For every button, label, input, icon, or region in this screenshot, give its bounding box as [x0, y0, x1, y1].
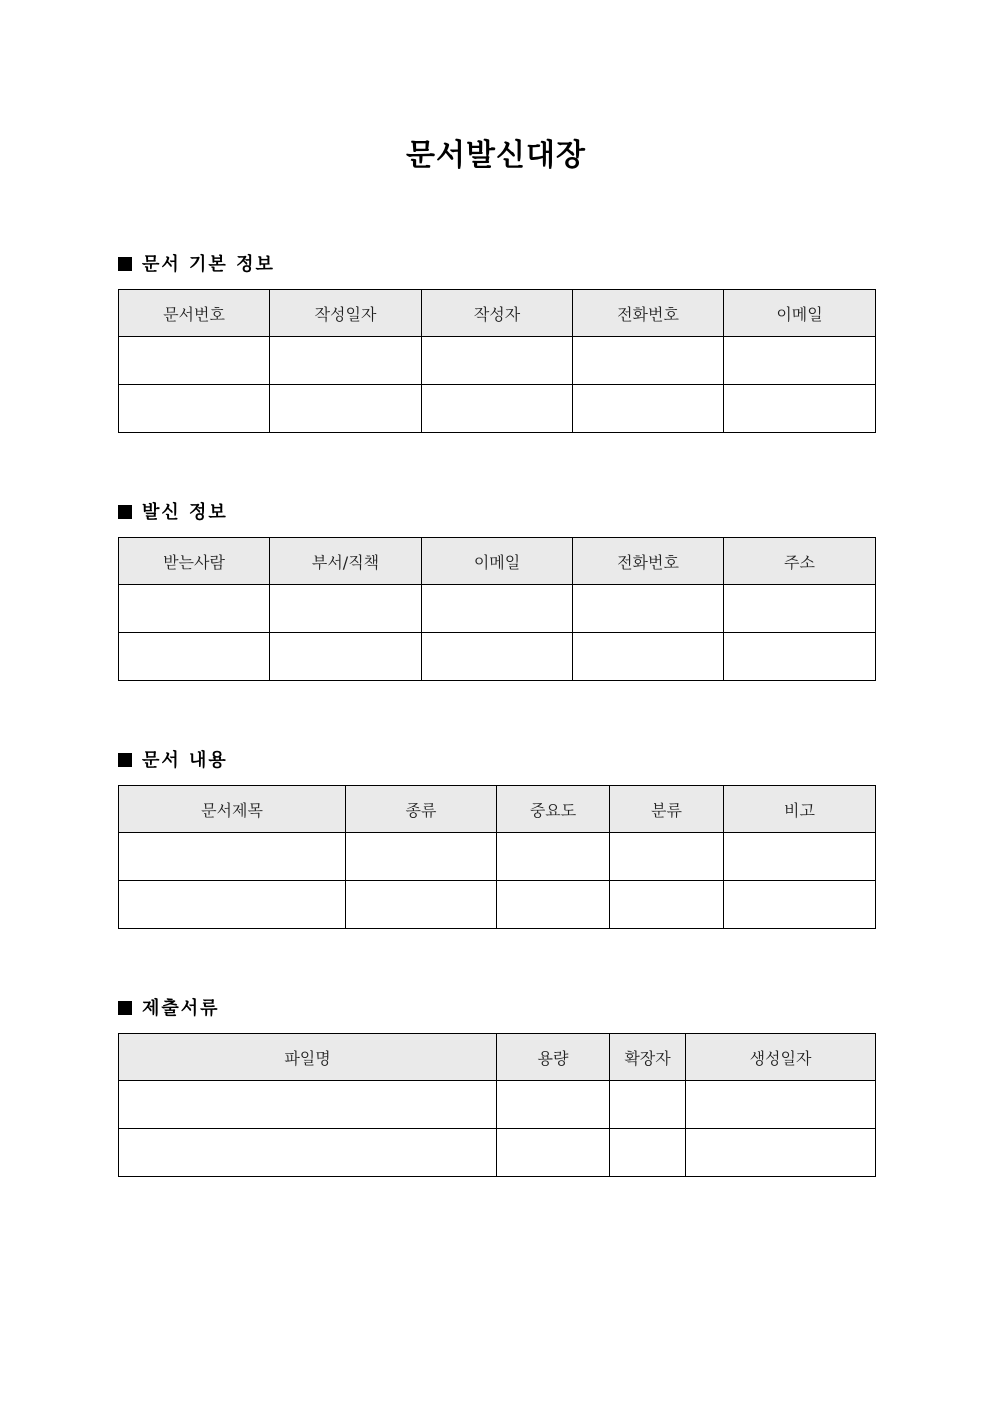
square-bullet-icon	[118, 1001, 132, 1015]
section-heading-document-content: 문서 내용	[118, 748, 875, 774]
document-content-table	[118, 785, 876, 929]
table-cell[interactable]	[610, 833, 724, 881]
column-header-email: 이메일	[724, 290, 876, 337]
page-title: 문서발신대장	[406, 138, 586, 173]
table-row	[119, 1129, 876, 1177]
table-cell[interactable]	[573, 337, 724, 385]
table-cell[interactable]	[119, 881, 346, 929]
table-row	[119, 633, 876, 681]
column-header-recipient: 받는사람	[119, 538, 270, 585]
column-header-author: 작성자	[422, 290, 573, 337]
column-header-extension: 확장자	[610, 1034, 686, 1081]
square-bullet-icon	[118, 505, 132, 519]
table-cell[interactable]	[422, 585, 573, 633]
table-header-row	[119, 786, 876, 833]
table-cell[interactable]	[497, 1081, 610, 1129]
table-row	[119, 1081, 876, 1129]
basic-info-table	[118, 289, 876, 433]
table-cell[interactable]	[119, 585, 270, 633]
table-cell[interactable]	[119, 1129, 497, 1177]
column-header-write-date: 작성일자	[270, 290, 422, 337]
table-header-row	[119, 538, 876, 585]
table-cell[interactable]	[497, 833, 610, 881]
table-cell[interactable]	[610, 1129, 686, 1177]
column-header-remarks: 비고	[724, 786, 876, 833]
column-header-address: 주소	[724, 538, 876, 585]
table-cell[interactable]	[497, 1129, 610, 1177]
table-cell[interactable]	[724, 833, 876, 881]
section-sender-info	[118, 500, 875, 681]
table-cell[interactable]	[119, 337, 270, 385]
table-cell[interactable]	[119, 633, 270, 681]
section-basic-info	[118, 252, 875, 433]
table-cell[interactable]	[119, 1081, 497, 1129]
column-header-phone: 전화번호	[573, 290, 724, 337]
section-heading-attachments: 제출서류	[118, 996, 875, 1022]
table-cell[interactable]	[346, 881, 497, 929]
table-cell[interactable]	[422, 385, 573, 433]
table-cell[interactable]	[270, 337, 422, 385]
section-attachments	[118, 996, 875, 1177]
table-cell[interactable]	[119, 385, 270, 433]
table-cell[interactable]	[119, 833, 346, 881]
table-cell[interactable]	[573, 633, 724, 681]
column-header-created-date: 생성일자	[686, 1034, 876, 1081]
table-cell[interactable]	[270, 385, 422, 433]
table-cell[interactable]	[724, 385, 876, 433]
table-row	[119, 833, 876, 881]
table-cell[interactable]	[422, 633, 573, 681]
column-header-importance: 중요도	[497, 786, 610, 833]
table-cell[interactable]	[686, 1081, 876, 1129]
column-header-phone: 전화번호	[573, 538, 724, 585]
sender-info-table	[118, 537, 876, 681]
table-cell[interactable]	[610, 1081, 686, 1129]
column-header-doc-title: 문서제목	[119, 786, 346, 833]
attachments-table	[118, 1033, 876, 1177]
table-cell[interactable]	[497, 881, 610, 929]
table-row	[119, 881, 876, 929]
table-cell[interactable]	[724, 337, 876, 385]
table-cell[interactable]	[573, 585, 724, 633]
table-cell[interactable]	[724, 585, 876, 633]
section-document-content	[118, 748, 875, 929]
table-row	[119, 337, 876, 385]
square-bullet-icon	[118, 257, 132, 271]
table-cell[interactable]	[686, 1129, 876, 1177]
table-cell[interactable]	[270, 633, 422, 681]
column-header-type: 종류	[346, 786, 497, 833]
section-heading-basic-info: 문서 기본 정보	[118, 252, 875, 278]
section-heading-sender-info: 발신 정보	[118, 500, 875, 526]
column-header-doc-number: 문서번호	[119, 290, 270, 337]
table-cell[interactable]	[422, 337, 573, 385]
square-bullet-icon	[118, 753, 132, 767]
column-header-email: 이메일	[422, 538, 573, 585]
table-header-row	[119, 290, 876, 337]
table-cell[interactable]	[610, 881, 724, 929]
column-header-category: 분류	[610, 786, 724, 833]
table-cell[interactable]	[573, 385, 724, 433]
table-row	[119, 385, 876, 433]
table-header-row	[119, 1034, 876, 1081]
table-cell[interactable]	[724, 881, 876, 929]
table-cell[interactable]	[724, 633, 876, 681]
table-cell[interactable]	[270, 585, 422, 633]
table-cell[interactable]	[346, 833, 497, 881]
column-header-file-size: 용량	[497, 1034, 610, 1081]
column-header-file-name: 파일명	[119, 1034, 497, 1081]
table-row	[119, 585, 876, 633]
column-header-department: 부서/직책	[270, 538, 422, 585]
